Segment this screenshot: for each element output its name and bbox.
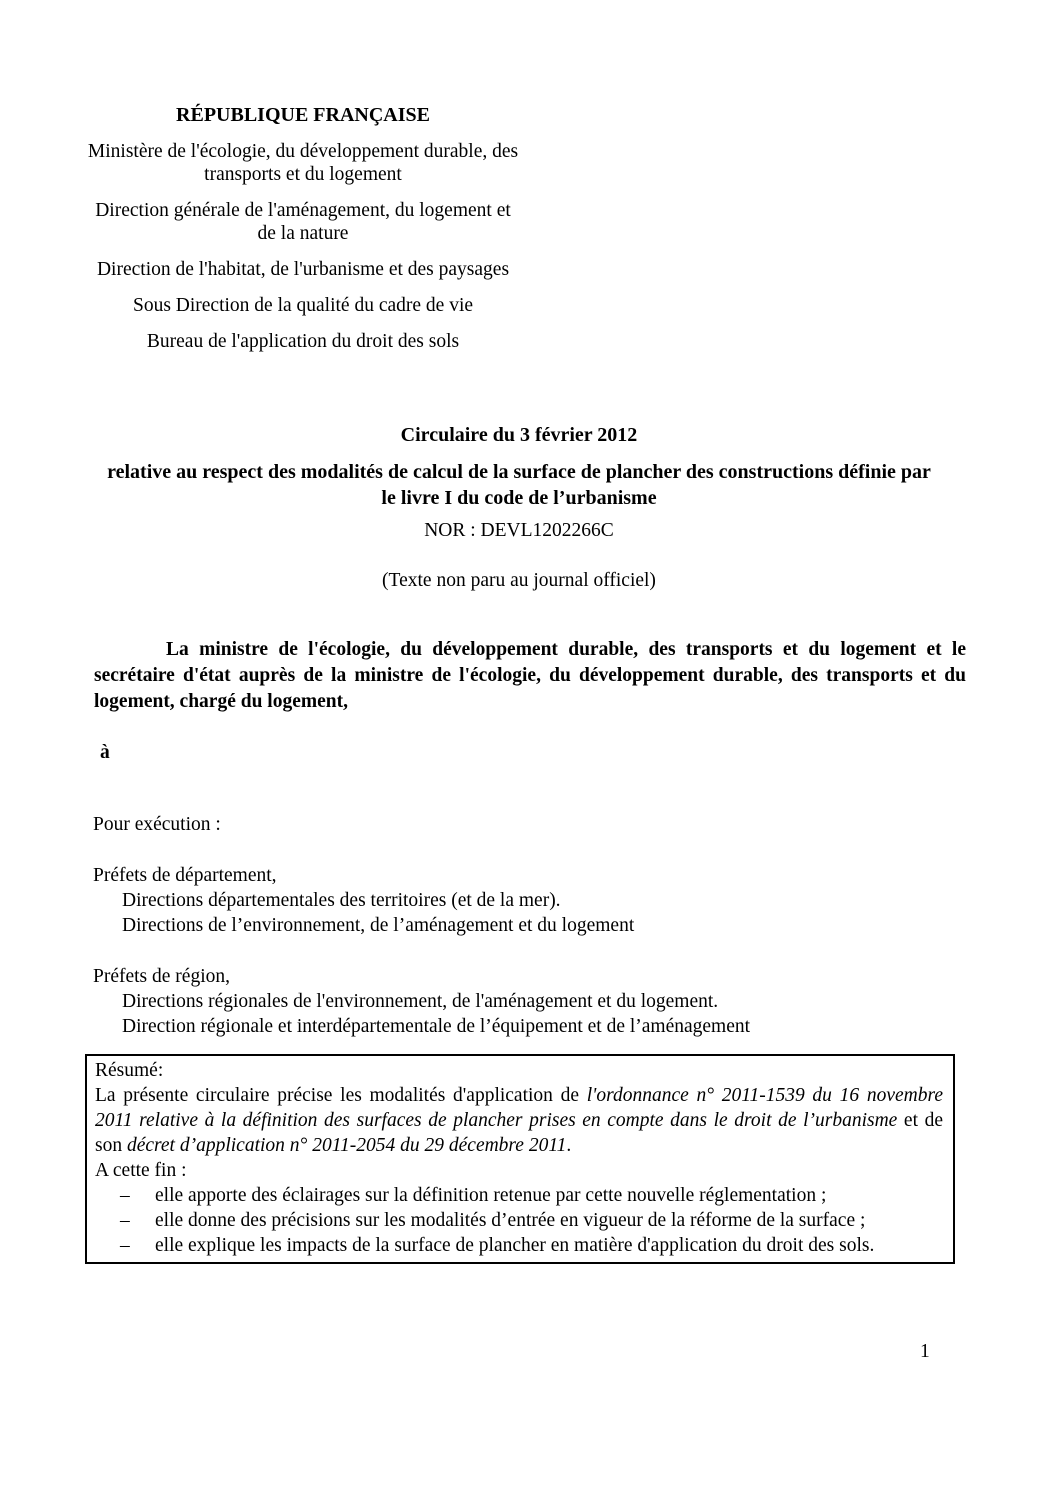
- ministry-line: Ministère de l'écologie, du développement durable, des transports et du logement: [87, 141, 519, 185]
- bureau-line: Bureau de l'application du droit des sols: [146, 331, 460, 352]
- resume-box: [85, 1054, 955, 1264]
- title-block: [82, 423, 956, 593]
- addressee-group-departement: [93, 863, 1058, 938]
- execution-label: Pour exécution :: [93, 814, 221, 835]
- resume-bullet: [95, 1233, 943, 1258]
- resume-bullet: [95, 1183, 943, 1208]
- resume-intro-part: La présente circulaire précise les modalités d'application de: [95, 1085, 587, 1106]
- circulaire-subtitle: relative au respect des modalités de calcul de la surface de plancher des constructions définie par le livre I du code de l’urbanisme: [107, 461, 931, 509]
- circulaire-title: Circulaire du 3 février 2012: [400, 424, 638, 446]
- resume-aim-label: A cette fin :: [95, 1160, 187, 1181]
- nor-reference: NOR : DEVL1202266C: [424, 520, 614, 541]
- salutation-paragraph: La ministre de l'écologie, du développement durable, des transports et du logement et le secrétaire d'état auprès de la ministre de l'écologie, du développement durable, des transports et du logement, chargé du logement,: [94, 639, 966, 712]
- resume-intro-ordonnance-ref: l'ordonnance n° 2011-1539 du 16 novembre 2011 relative à la définition des surfaces de plancher prises en compte dans le droit de l’urbanisme: [95, 1085, 943, 1131]
- dash-bullet: –: [120, 1185, 130, 1206]
- group-items: [93, 888, 1058, 938]
- list-item: Directions régionales de l'environnement, de l'aménagement et du logement.: [122, 991, 719, 1012]
- dash-bullet: –: [120, 1235, 130, 1256]
- list-item: Directions départementales des territoires (et de la mer).: [122, 890, 561, 911]
- publication-note: (Texte non paru au journal officiel): [382, 570, 656, 591]
- group-items: [93, 989, 1058, 1039]
- addressee-group-region: [93, 964, 1058, 1039]
- group-head: Préfets de région,: [93, 966, 230, 987]
- resume-bullet-list: [95, 1183, 943, 1258]
- resume-label: Résumé:: [95, 1060, 164, 1081]
- sous-direction-line: Sous Direction de la qualité du cadre de vie: [132, 295, 474, 316]
- resume-intro-part: .: [566, 1135, 572, 1156]
- republic-title: RÉPUBLIQUE FRANÇAISE: [176, 104, 430, 126]
- page-number: 1: [920, 1341, 930, 1362]
- resume-bullet-text: elle explique les impacts de la surface de plancher en matière d'application du droit des sols.: [155, 1235, 875, 1256]
- direction-generale-line: Direction générale de l'aménagement, du logement et de la nature: [95, 200, 511, 244]
- resume-bullet-text: elle apporte des éclairages sur la définition retenue par cette nouvelle réglementation ;: [155, 1185, 827, 1206]
- resume-intro-decret-ref: décret d’application n° 2011-2054 du 29 décembre 2011: [126, 1135, 567, 1156]
- resume-intro-part: et de son: [95, 1110, 943, 1156]
- group-head: Préfets de département,: [93, 865, 277, 886]
- resume-bullet: [95, 1208, 943, 1233]
- direction-habitat-line: Direction de l'habitat, de l'urbanisme et des paysages: [96, 259, 510, 280]
- resume-intro: [95, 1083, 943, 1158]
- resume-bullet-text: elle donne des précisions sur les modalités d’entrée en vigueur de la réforme de la surface ;: [155, 1210, 866, 1231]
- to-label: à: [100, 742, 110, 763]
- dash-bullet: –: [120, 1210, 130, 1231]
- list-item: Direction régionale et interdépartementale de l’équipement et de l’aménagement: [122, 1016, 751, 1037]
- letterhead: [87, 0, 519, 366]
- list-item: Directions de l’environnement, de l’aménagement et du logement: [122, 915, 635, 936]
